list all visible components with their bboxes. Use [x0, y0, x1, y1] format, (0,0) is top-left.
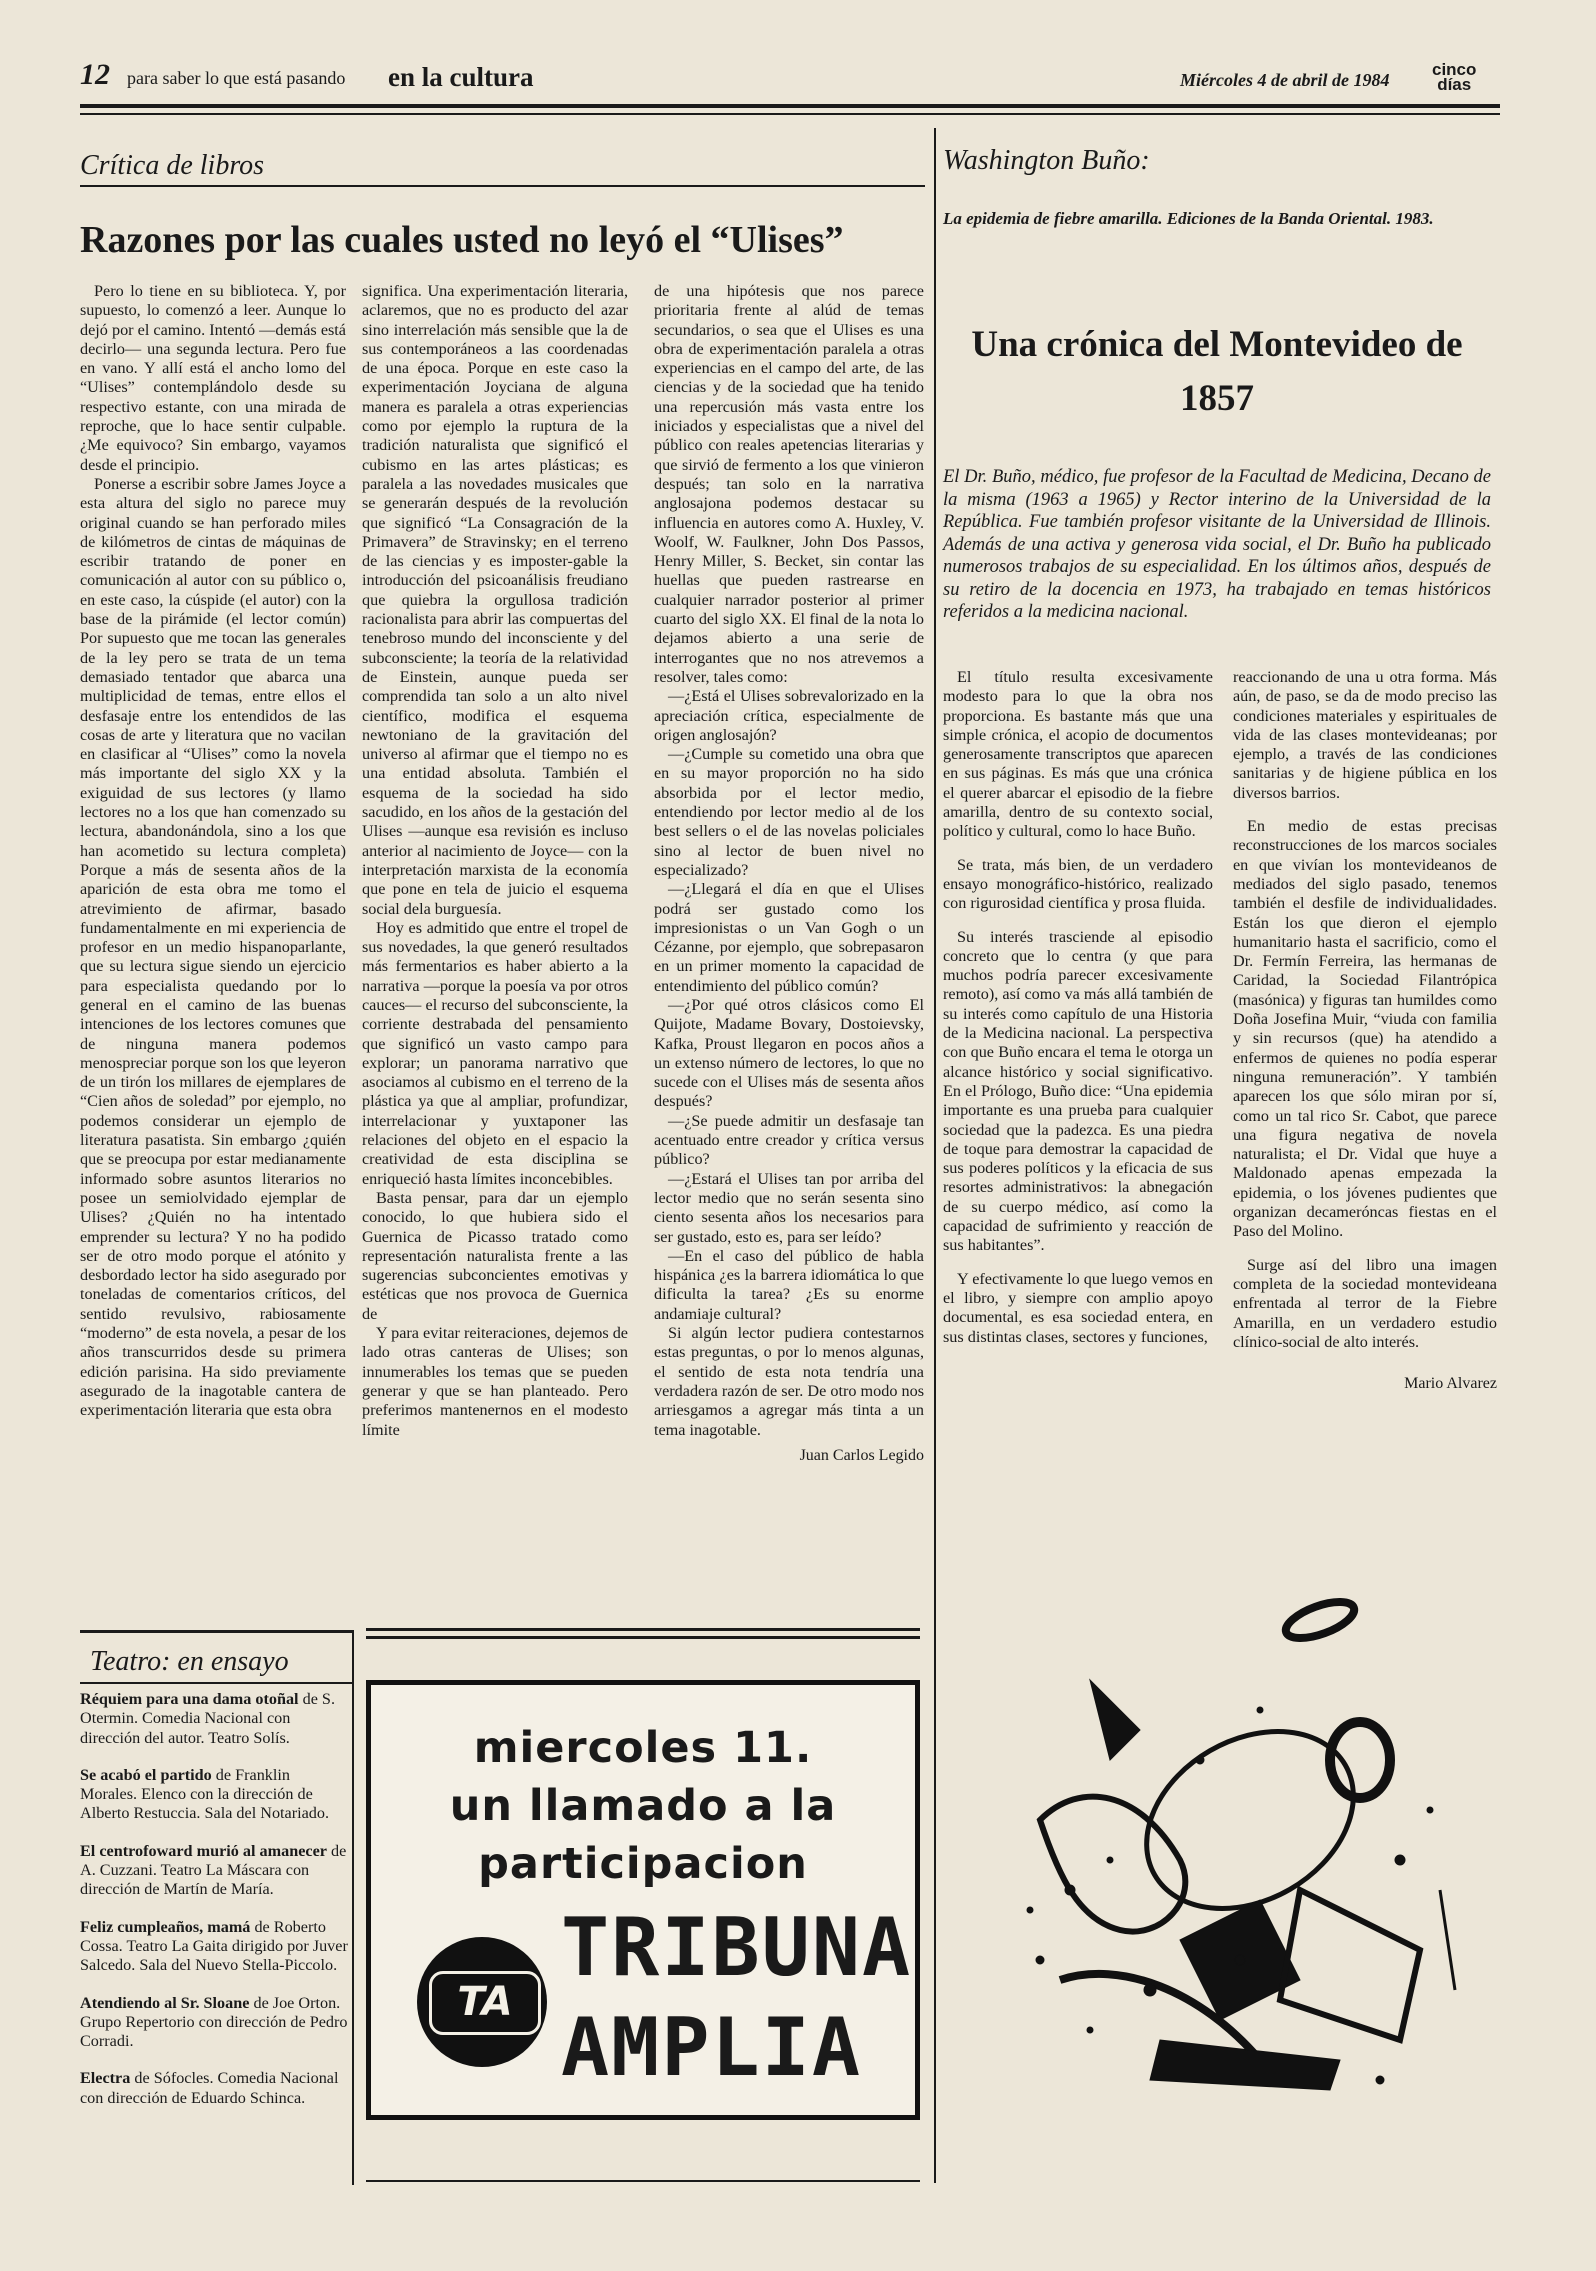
- paragraph: —¿Por qué otros clásicos como El Quijote, Madame Bovary, Dostoievsky, Kafka, Proust llegaron en pocos años a un extenso número de lectores, lo que no sucede con el Ulises más de sesenta años después?: [654, 995, 924, 1111]
- paragraph: En medio de estas precisas reconstrucciones de los marcos sociales en que vivían los montevideanos de mediados del siglo pasado, tenemos también el desfile de individualidades. Están los que dieron el ejemplo humanitario hasta el sacrificio, como el Dr. Fermín Ferreira, las hermanas de Caridad, la Sociedad Filantrópica (masónica) y figuras tan humildes como Doña Josefina Muir, “viuda con familia y sin recursos (que) ha atendido a enfermos de quienes no podía esperar ninguna remuneración”. Y también aparecen los que sólo miran por sí, como un tal rico Sr. Cabot, que parece una figura negativa de novela naturalista; el Dr. Vidal que huye a Maldonado apenas empezada la epidemia, o los jóvenes pudientes que organizan decameróncas fiestas en el Paso del Molino.: [1233, 817, 1497, 1241]
- advertisement: [366, 1680, 920, 2120]
- paragraph: reaccionando de una u otra forma. Más aún, de paso, se da de modo preciso las condiciones materiales y espirituales de vida de las clases montevideanas; por ejemplo, a través de las condiciones sanitarias y de higiene pública en los diversos barrios.: [1233, 668, 1497, 802]
- paragraph: significa. Una experimentación literaria, aclaremos, que no es producto del azar sino interrelación más sensible que la de sus contemporáneos a las coordenadas de una época. Porque en este caso la experimentación Joyciana de alguna manera es paralela a otras experiencias como por ejemplo la ruptura de la tradición naturalista que significó el cubismo en las artes plásticas; es paralela a las novedades musicales que se generarán después de la revolución que significó “La Consagración de la Primavera” de Stravinsky; en el terreno de las ciencias y es imposter-gable la introducción del psicoanálisis freudiano que quiebra la orgullosa tradición racionalista para abrir las compuertas del tenebroso mundo del inconsciente y del subconsciente; la teoría de la relatividad de Einstein, aunque pueda ser comprendida tan solo a un alto nivel científico, modifica el esquema newtoniano de la gravitación del universo al afirmar que el tiempo no es una entidad absoluta. También el esquema de la sociedad ha sido sacudido, en los años de la gestación del Ulises —aunque esa revisión es incluso anterior al nacimiento de Joyce— con la interpretación marxista de la economía que pone en tela de juicio el esquema social dela burguesía.: [362, 282, 628, 918]
- paragraph: —¿Llegará el día en que el Ulises podrá ser gustado como los impresionistas o un Van Gogh o un Cézanne, por ejemplo, que sobrepasaron en un primer momento la capacidad de entendimiento del público común?: [654, 880, 924, 995]
- list-item: Feliz cumpleaños, mamá de Roberto Cossa. Teatro La Gaita dirigido por Juver Salcedo. Sala del Nuevo Stella-Piccolo.: [80, 1917, 348, 1975]
- list-item: Electra de Sófocles. Comedia Nacional con dirección de Eduardo Schinca.: [80, 2069, 339, 2107]
- list-item: Atendiendo al Sr. Sloane de Joe Orton. Grupo Repertorio con dirección de Pedro Corradi.: [80, 1993, 348, 2051]
- article-headline: Razones por las cuales usted no leyó el “Ulises”: [80, 219, 844, 261]
- list-item: Réquiem para una dama otoñal de S. Otermin. Comedia Nacional con dirección del autor. Teatro Solís.: [80, 1690, 335, 1747]
- issue-date: Miércoles 4 de abril de 1984: [1180, 70, 1390, 90]
- paragraph: Se trata, más bien, de un verdadero ensayo monográfico-histórico, realizado con rigurosidad científica y prosa fluida.: [943, 855, 1213, 913]
- review-author-name: Washington Buño:: [943, 145, 1150, 176]
- ad-brand-line-2: AMPLIA: [561, 2001, 862, 2094]
- paragraph: Basta pensar, para dar un ejemplo conocido, lo que hubiera sido el Guernica de Picasso tratado como representación naturalista frente a las sugerencias subconcientes emotivas y estéticas que nos provoca de Guernica de: [362, 1188, 628, 1323]
- byline: Juan Carlos Legido: [799, 1446, 924, 1464]
- section-title: en la cultura: [388, 62, 534, 92]
- ad-line-2: un llamado a la: [449, 1781, 837, 1831]
- paragraph: —¿Estará el Ulises tan por arriba del lector medio que no serán sesenta sino ciento sesenta años los necesarios para ser gustado, esto es, para ser leído?: [654, 1169, 924, 1246]
- review-intro: El Dr. Buño, médico, fue profesor de la Facultad de Medicina, Decano de la misma (1963 a 1965) y Rector interino de la Universidad de la República. Fue también profesor visitante de la Universidad de Illinois. Además de una activa y generosa vida social, el Dr. Buño ha publicado numerosos trabajos de su especialidad. En los últimos años, después de su retiro de la docencia en 1973, ha trabajado en temas históricos referidos a la medicina nacional.: [943, 467, 1491, 622]
- article-column-3: [654, 282, 924, 1465]
- paragraph: de una hipótesis que nos parece prioritaria frente al alúd de temas secundarios, o sea que el Ulises es una obra de experimentación paralela a otras experiencias en el campo del arte, de las ciencias y de la sociedad que ha tenido una repercusión más vasta entre los iniciados y especialistas que a nivel del público con reales apetencias literarias y que sirvió de fermento a los que vinieron después; tan solo en la narrativa anglosajona podemos destacar su influencia en autores como A. Huxley, V. Woolf, W. Faulkner, John Dos Passos, Henry Miller, S. Becket, sin contar las huellas que pueden rastrearse en cualquier narrador posterior al primer cuarto del siglo XX. El final de la nota lo dejamos abierto a una serie de interrogantes que no nos atrevemos a resolver, tales como:: [654, 282, 924, 686]
- paragraph: —¿Cumple su cometido una obra que en su mayor proporción no ha sido absorbida por el lector medio, entendiendo por lector medio al de los best sellers o el de las novelas policiales sino al lector de buen nivel no especializado?: [654, 745, 924, 879]
- paragraph: Su interés trasciende al episodio concreto que lo centra (y que para muchos podría parecer excesivamente remoto), así como va más allá también de su interés como capítulo de una Historia de la Medicina nacional. La perspectiva con que Buño encara el tema le otorga un alcance histórico y social significativo. En el Prólogo, Buño dice: “Una epidemia importante es una prueba para cualquier sociedad que la padezca. Es una piedra de toque para demostrar la capacidad de sus poderes políticos y la eficacia de sus resortes administrativos: la abnegación de su cuerpo médico, así como la capacidad de sufrimiento y reacción de sus habitantes”.: [943, 927, 1213, 1255]
- byline: Mario Alvarez: [1404, 1375, 1497, 1393]
- paragraph: Y efectivamente lo que luego vemos en el libro, y siempre con amplio apoyo documental, es esa sociedad entera, en sus distintas clases, sectores y funciones,: [943, 1269, 1213, 1346]
- ink-illustration: [1000, 1560, 1480, 2120]
- paragraph: —¿Está el Ulises sobrevalorizado en la apreciación crítica, especialmente de origen anglosajón?: [654, 687, 924, 744]
- column-divider: [934, 128, 936, 2183]
- ad-top-rule: [366, 1628, 920, 1631]
- ad-line-3: participacion: [478, 1839, 808, 1889]
- book-reference: La epidemia de fiebre amarilla. Ediciones de la Banda Oriental. 1983.: [943, 209, 1434, 228]
- section-kicker: Crítica de libros: [80, 150, 265, 181]
- article-column-1: [80, 282, 346, 1421]
- article-column-2: [362, 282, 628, 1440]
- review-column-1: [943, 668, 1213, 1347]
- logo-line1: cinco: [1432, 60, 1477, 79]
- paragraph: Ponerse a escribir sobre James Joyce a esta altura del siglo no parece muy original cuando se han perforado miles de kilómetros de cintas de máquinas de escribir tratando de poner en comunicación al autor con su público o, en este caso, la cúspide (el autor) con la base de la pirámide (el lector común) Por supuesto que me tocan las generales de la ley pero se trata de un tema demasiado tentador que abarca una multiplicidad de temas, entre ellos el desfasaje entre los entendidos de las cosas de arte y literatura que no vacilan en clasificar al “Ulises” como la novela más importante del siglo XX y la exiguidad de sus lectores (y llamo lectores no a los que han comenzado su lectura, abandonándola, sino a los que han acometido su lectura completa) Porque a más de sesenta años de la aparición de esta obra me tomo el atrevimiento de afirmar, basado fundamentalmente en mi experiencia de profesor en un medio hispanoparlante, que su lectura sigue siendo un ejercicio para especialista quedando por lo general en el camino de las buenas intenciones de los lectores comunes que de ninguna manera podemos menospreciar porque son los que leyeron de un tirón los millares de ejemplares de “Cien años de soledad” por ejemplo, no podemos considerar un ejemplo de literatura pasatista. Sin embargo ¿quién que se preocupa por estar medianamente informado sobre asuntos literarios no posee un semiolvidado ejemplar de Ulises? ¿Quién no ha intentado emprender su lectura? Y no ha podido ser de otro modo porque el atónito y desbordado lector ha sido asegurado por toneladas de comentarios críticos, del sentido revulsivo, rabiosamente “moderno” de esta novela, a pesar de los años transcurridos desde su primera edición parisina. Ha sido previamente asegurado de la inagotable cantera de experimentación literaria que esta obra: [80, 474, 346, 1420]
- review-headline: Una crónica del Montevideo de 1857: [971, 324, 1463, 419]
- header-tagline: para saber lo que está pasando: [127, 68, 346, 88]
- tribuna-amplia-logo-text: TA: [429, 1971, 541, 2035]
- ad-top-rule-2: [366, 1636, 920, 1639]
- paragraph: Si algún lector pudiera contestarnos estas preguntas, o por lo menos algunas, el sentido de esta nota tendría una verdadera razón de ser. De otro modo nos arriesgamos a agregar más tinta a un tema inagotable.: [654, 1324, 924, 1439]
- newspaper-logo: [1432, 62, 1476, 92]
- list-item: Se acabó el partido de Franklin Morales. Elenco con la dirección de Alberto Restuccia. Sala del Notariado.: [80, 1765, 330, 1823]
- teatro-title-rule: [80, 1682, 352, 1684]
- teatro-list: [80, 1690, 348, 2126]
- teatro-top-rule: [80, 1630, 352, 1633]
- paragraph: Hoy es admitido que entre el tropel de sus novedades, la que generó resultados más fermentarios es haber abierto a la narrativa —porque la poesía va por otros cauces— el recurso del subconsciente, la corriente destrabada del pensamiento que significó un vasto campo para explorar; un panorama narrativo que asociamos al cubismo en el terreno de la plástica ya que al ampliar, profundizar, interrelacionar y yuxtaponer las relaciones del objeto en el espacio la creatividad de esta disciplina se enriqueció hasta límites inconcebibles.: [362, 918, 628, 1188]
- review-column-2: [1233, 668, 1497, 1393]
- paragraph: El título resulta excesivamente modesto para lo que la obra nos proporciona. Es bastante más que una simple crónica, el acopio de documentos generosamente transcriptos que aparecen en sus páginas. Es más que una crónica el querer abarcar el episodio de la fiebre amarilla, dentro de su contexto social, político y cultural, como lo hace Buño.: [943, 668, 1213, 841]
- ad-line-1: miercoles 11.: [473, 1723, 813, 1773]
- ad-brand-line-1: TRIBUNA: [561, 1901, 913, 1994]
- kicker-rule: [80, 185, 925, 187]
- paragraph: —¿Se puede admitir un desfasaje tan acentuado entre creador y crítica versus público?: [654, 1111, 924, 1169]
- header-rule: [80, 104, 1500, 108]
- teatro-title: Teatro: en ensayo: [90, 1646, 289, 1677]
- teatro-side-rule: [352, 1630, 354, 2185]
- paragraph: Surge así del libro una imagen completa de la sociedad montevideana enfrentada al terror de la Fiebre Amarilla, en un verdadero estudio clínico-social de alto interés.: [1233, 1255, 1497, 1351]
- paragraph: Pero lo tiene en su biblioteca. Y, por supuesto, lo comenzó a leer. Aunque lo dejó por el camino. Intentó —demás está decirlo— una segunda lectura. Pero fue en vano. Y allí está el ancho lomo del “Ulises” contemplándolo desde su respectivo estante, con una mirada de reproche, que lo hace sentir culpable. ¿Me equivoco? Sin embargo, vayamos desde el principio.: [80, 282, 346, 474]
- list-item: El centrofoward murió al amanecer de A. Cuzzani. Teatro La Máscara con dirección de Martín de María.: [80, 1841, 347, 1899]
- header-rule-thin: [80, 113, 1500, 115]
- paragraph: —En el caso del público de habla hispánica ¿es la barrera idiomática lo que dificulta la tarea? ¿Es su enorme andamiaje cultural?: [654, 1246, 924, 1323]
- page-number: 12: [80, 58, 110, 91]
- paragraph: Y para evitar reiteraciones, dejemos de lado otras canteras de Ulises; son innumerables los temas que se pueden generar y que se han planteado. Pero preferimos mantenernos en el modesto límite: [362, 1324, 628, 1439]
- ad-bottom-rule: [366, 2180, 920, 2182]
- logo-line2: días: [1437, 75, 1472, 94]
